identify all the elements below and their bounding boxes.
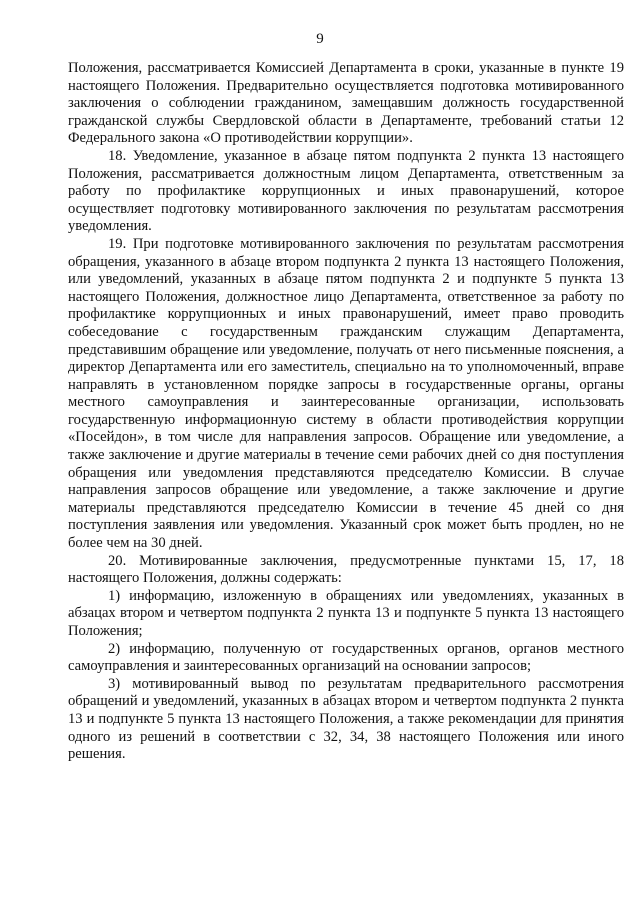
paragraph-20: 20. Мотивированные заключения, предусмотренные пунктами 15, 17, 18 настоящего Положения, должны содержать: bbox=[68, 552, 624, 587]
document-body bbox=[68, 60, 624, 764]
paragraph-20-item-1: 1) информацию, изложенную в обращениях или уведомлениях, указанных в абзацах втором и четвертом подпункта 2 пункта 13 и подпункте 5 пункта 13 настоящего Положения; bbox=[68, 587, 624, 639]
page-number: 9 bbox=[316, 31, 324, 47]
paragraph-20-item-3: 3) мотивированный вывод по результатам предварительного рассмотрения обращений и уведомлений, указанных в абзацах втором и четвертом подпункта 2 пункта 13 и подпункте 5 пункта 13 настоящего Положения, а также рекомендации для принятия одного из решений в соответствии с 32, 34, 38 настоящего Положения или иного решения. bbox=[68, 675, 624, 763]
paragraph-18: 18. Уведомление, указанное в абзаце пятом подпункта 2 пункта 13 настоящего Положения, рассматривается должностным лицом Департамента, ответственным за работу по профилактике коррупционных и иных правонарушений, которое осуществляет подготовку мотивированного заключения по результатам рассмотрения уведомления. bbox=[68, 147, 624, 235]
paragraph-20-item-2: 2) информацию, полученную от государственных органов, органов местного самоуправления и заинтересованных организаций на основании запросов; bbox=[68, 640, 624, 675]
paragraph-19: 19. При подготовке мотивированного заключения по результатам рассмотрения обращения, указанного в абзаце втором подпункта 2 пункта 13 настоящего Положения, или уведомлений, указанных в абзаце пятом подпункта 2 и подпункте 5 пункта 13 настоящего Положения, должностное лицо Департамента, ответственное за работу по профилактике коррупционных и иных правонарушений, имеет право проводить собеседование с государственным гражданским служащим Департамента, представившим обращение или уведомление, получать от него письменные пояснения, а директор Департамента или его заместитель, специально на то уполномоченный, вправе направлять в установленном порядке запросы в государственные органы, органы местного самоуправления и заинтересованные организации, использовать государственную информационную систему в области противодействия коррупции «Посейдон», в том числе для направления запросов. Обращение или уведомление, а также заключение и другие материалы в течение семи рабочих дней со дня поступления обращения или уведомления представляются председателю Комиссии. В случае направления запросов обращение или уведомление, а также заключение и другие материалы представляются председателю Комиссии в течение 45 дней со дня поступления заявления или уведомления. Указанный срок может быть продлен, но не более чем на 30 дней. bbox=[68, 235, 624, 552]
paragraph-continuation: Положения, рассматривается Комиссией Департамента в сроки, указанные в пункте 19 настоящего Положения. Предварительно осуществляется подготовка мотивированного заключения о соблюдении гражданином, замещавшим должность государственной гражданской службы Свердловской области в Департаменте, требований статьи 12 Федерального закона «О противодействии коррупции». bbox=[68, 60, 624, 147]
